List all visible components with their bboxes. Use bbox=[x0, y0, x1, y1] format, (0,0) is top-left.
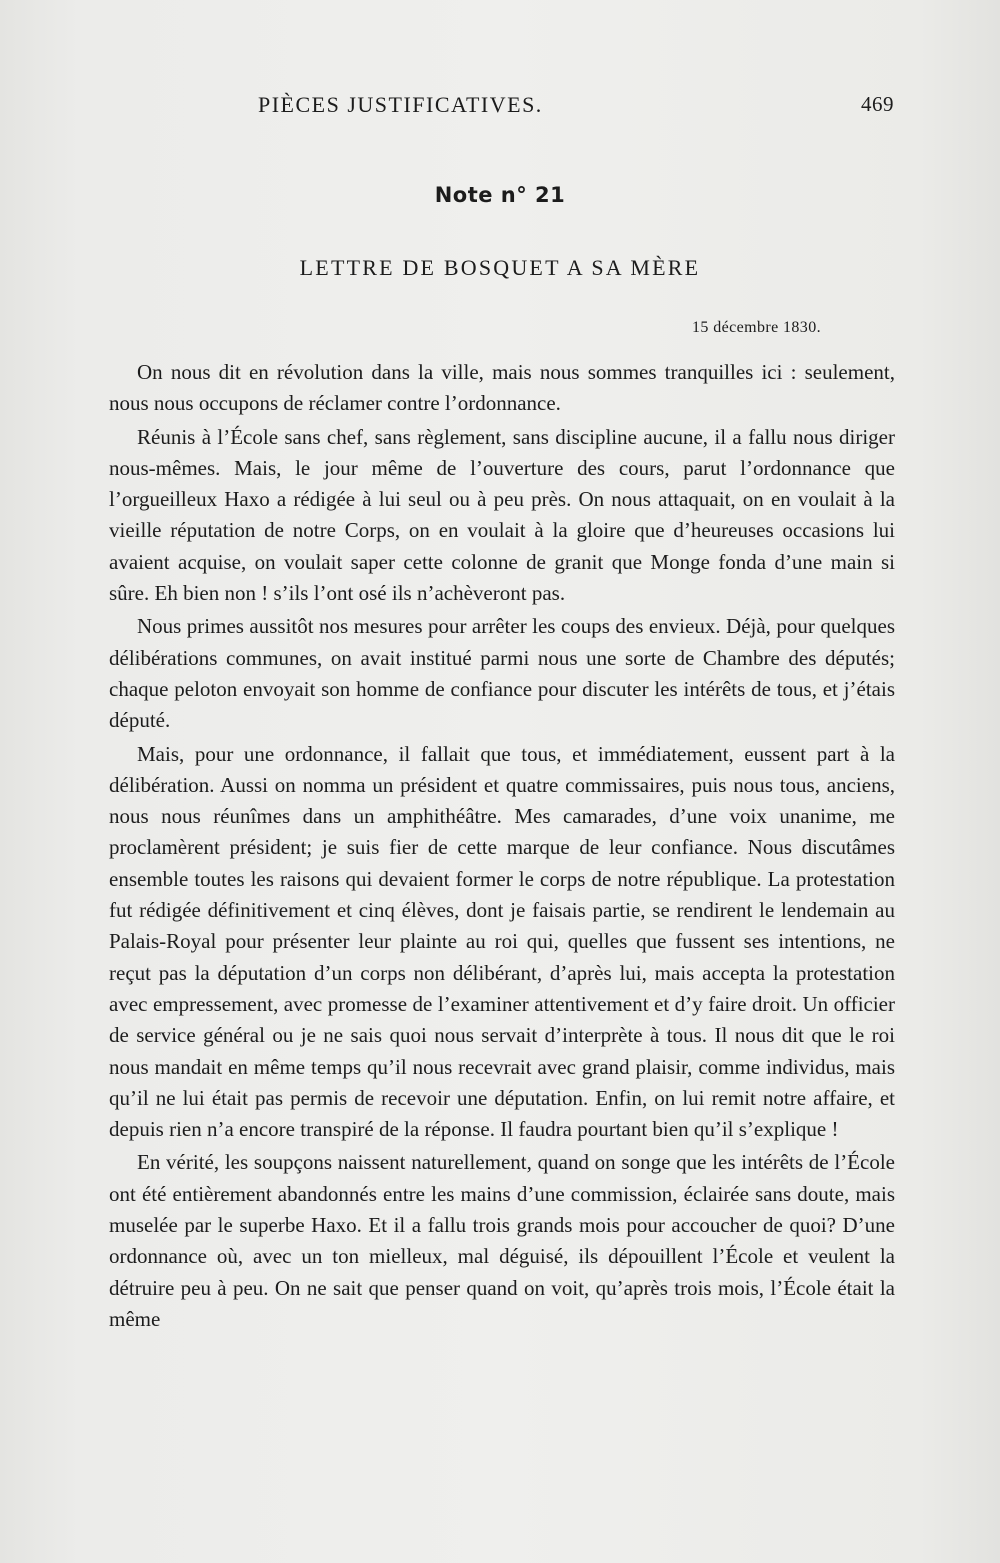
page-number: 469 bbox=[861, 92, 894, 116]
dateline: 15 décembre 1830. bbox=[692, 319, 821, 336]
paragraph: On nous dit en révolution dans la ville, mais nous sommes tranquilles ici : seulement, nous nous occupons de réclamer contre l’ordonnance. bbox=[109, 360, 895, 416]
paragraph: En vérité, les soupçons naissent naturellement, quand on songe que les intérêts de l’École ont été entièrement abandonnés entre les mains d’une commission, éclairée sans doute, mais muselée par le superbe Haxo. Et il a fallu trois grands mois pour accoucher de quoi? D’une ordonnance où, avec un ton mielleux, mal déguisé, ils dépouillent l’École et veulent la détruire peu à peu. On ne sait que penser quand on voit, qu’après trois mois, l’École était la même bbox=[109, 1150, 895, 1331]
note-heading: Note n° 21 bbox=[434, 183, 566, 207]
running-header bbox=[120, 92, 900, 124]
letter-body bbox=[109, 357, 895, 1335]
letter-title: LETTRE DE BOSQUET A SA MÈRE bbox=[299, 255, 701, 280]
running-title: PIÈCES JUSTIFICATIVES. bbox=[258, 92, 543, 117]
paragraph: Mais, pour une ordonnance, il fallait que tous, et immédiatement, eussent part à la délibération. Aussi on nomma un président et quatre commissaires, puis nous tous, anciens, nous nous réunîmes dans un amphithéâtre. Mes camarades, d’une voix unanime, me proclamèrent président; je suis fier de cette marque de leur confiance. Nous discutâmes ensemble toutes les raisons qui devaient former le corps de notre république. La protestation fut rédigée définitivement et cinq élèves, dont je faisais partie, se rendirent le lendemain au Palais-Royal pour présenter leur plainte au roi qui, quelles que fussent ses intentions, ne reçut pas la députation d’un corps non délibérant, d’après lui, mais accepta la protestation avec empressement, avec promesse de l’examiner attentivement et d’y faire droit. Un officier de service général ou je ne sais quoi nous servait d’interprète à tous. Il nous dit que le roi nous mandait en même temps qu’il nous recevrait avec grand plaisir, comme individus, mais qu’il ne lui était pas permis de recevoir une députation. Enfin, on lui remit notre affaire, et depuis rien n’a encore transpiré de la réponse. Il faudra pourtant bien qu’il s’explique ! bbox=[109, 741, 895, 1142]
paragraph: Nous primes aussitôt nos mesures pour arrêter les coups des envieux. Déjà, pour quelques délibérations communes, on avait institué parmi nous une sorte de Chambre des députés; chaque peloton envoyait son homme de confiance pour discuter les intérêts de tous, et j’étais député. bbox=[109, 614, 895, 733]
paragraph: Réunis à l’École sans chef, sans règlement, sans discipline aucune, il a fallu nous diriger nous-mêmes. Mais, le jour même de l’ouverture des cours, parut l’ordonnance que l’orgueilleux Haxo a rédigée à lui seul ou à peu près. On nous attaquait, on en voulait à la vieille réputation de notre Corps, on en voulait à la gloire que d’heureuses occasions lui avaient acquise, on voulait saper cette colonne de granit que Monge fonda d’une main si sûre. Eh bien non ! s’ils l’ont osé ils n’achèveront pas. bbox=[109, 424, 895, 606]
